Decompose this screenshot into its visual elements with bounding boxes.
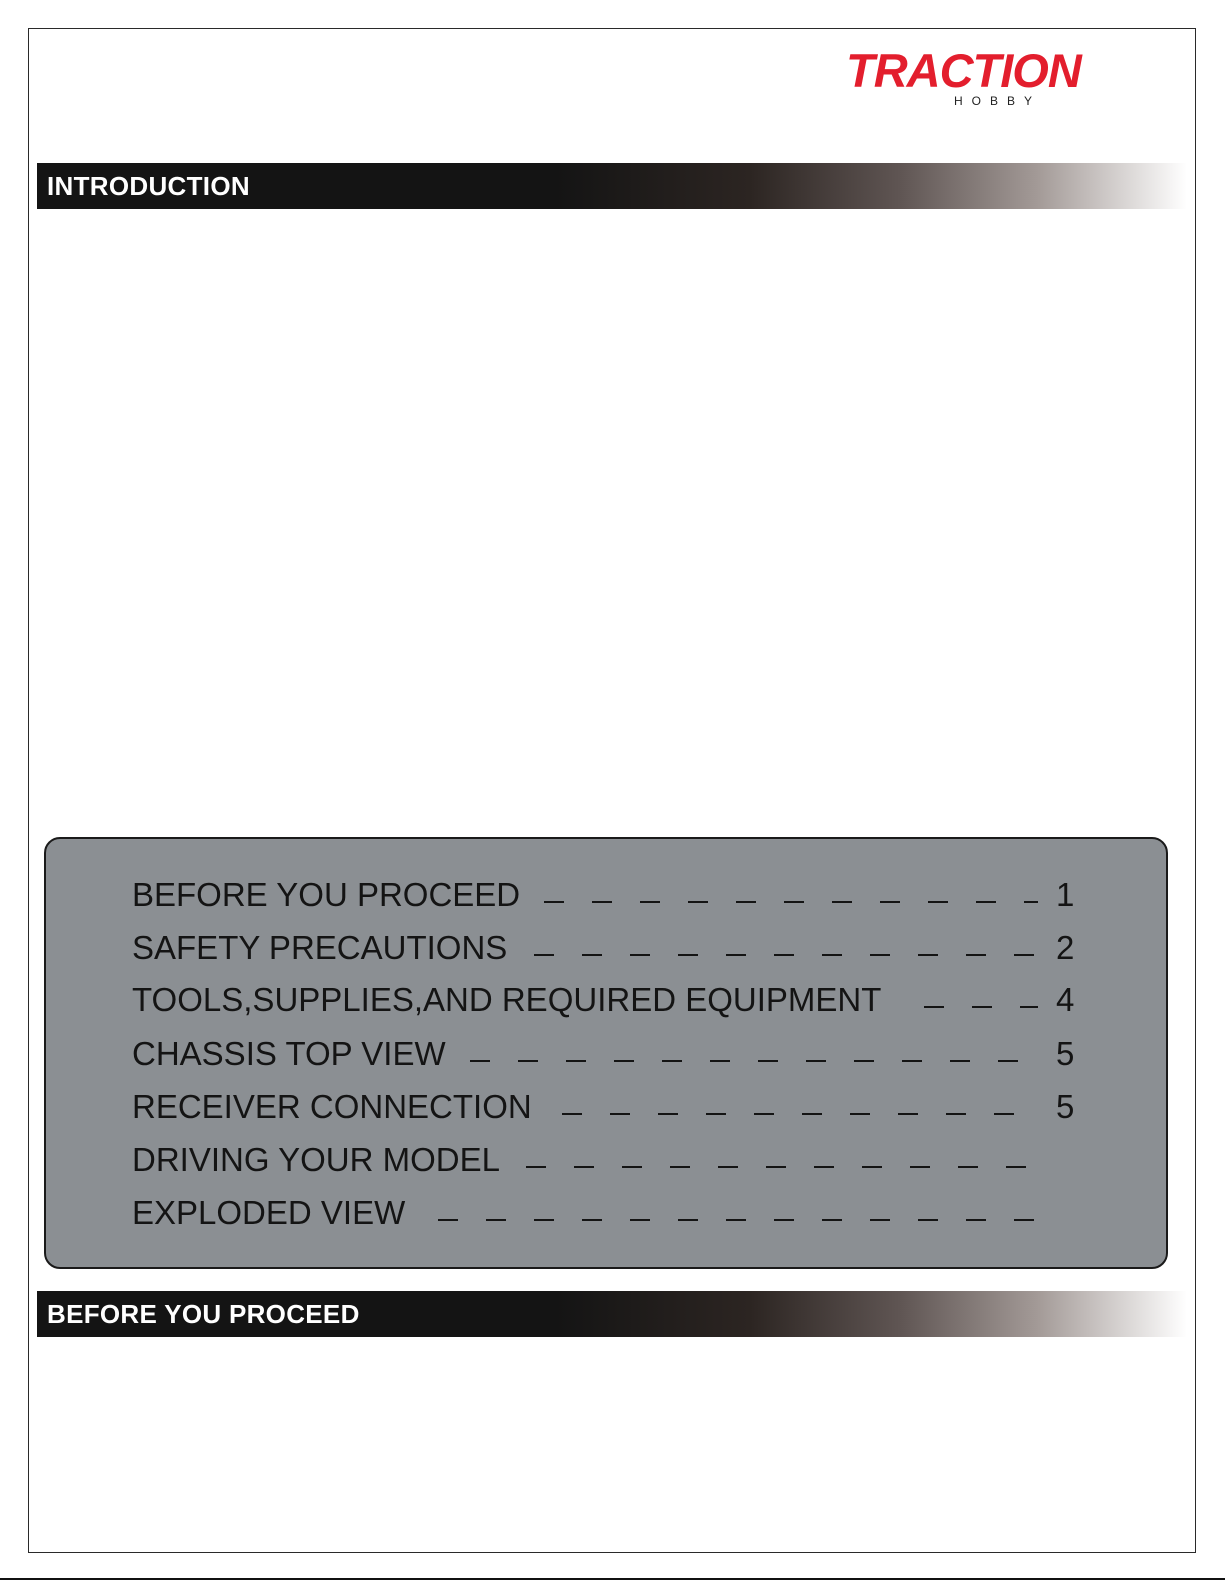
toc-item[interactable] (46, 1034, 1166, 1074)
toc-item-label: RECEIVER CONNECTION (132, 1088, 532, 1125)
before-you-proceed-title: BEFORE YOU PROCEED (47, 1299, 360, 1329)
before-you-proceed-header (37, 1291, 1187, 1337)
traction-hobby-logo (846, 46, 1156, 110)
toc-item-page: 1 (1056, 876, 1075, 913)
toc-leader (526, 1166, 1038, 1168)
bottom-rule (0, 1578, 1225, 1580)
toc-leader (438, 1219, 1038, 1221)
toc-item-page: 5 (1056, 1088, 1075, 1125)
toc-item-label: SAFETY PRECAUTIONS (132, 929, 508, 966)
toc-item-page: 5 (1056, 1035, 1075, 1072)
toc-item-label: DRIVING YOUR MODEL (132, 1141, 500, 1178)
toc-item[interactable] (46, 1087, 1166, 1127)
toc-item-label: TOOLS,SUPPLIES,AND REQUIRED EQUIPMENT (132, 981, 882, 1018)
logo-subtitle: HOBBY (954, 94, 1042, 108)
toc-item-page: 4 (1056, 981, 1075, 1018)
toc-item[interactable] (46, 1193, 1166, 1233)
toc-item[interactable] (46, 1140, 1166, 1180)
toc-item[interactable] (46, 928, 1166, 968)
toc-leader (470, 1060, 1038, 1062)
toc-leader (544, 901, 1038, 903)
introduction-header (37, 163, 1187, 209)
toc-item[interactable] (46, 875, 1166, 915)
toc-leader (924, 1006, 1038, 1008)
toc-item-page: 2 (1056, 929, 1075, 966)
toc-item-label: BEFORE YOU PROCEED (132, 876, 521, 913)
toc-item[interactable] (46, 980, 1166, 1020)
toc-leader (534, 954, 1038, 956)
toc-item-label: CHASSIS TOP VIEW (132, 1035, 446, 1072)
table-of-contents (44, 837, 1168, 1269)
toc-item-label: EXPLODED VIEW (132, 1194, 406, 1231)
toc-leader (562, 1113, 1038, 1115)
introduction-title: INTRODUCTION (47, 171, 250, 201)
logo-wordmark: TRACTION (846, 44, 1081, 97)
